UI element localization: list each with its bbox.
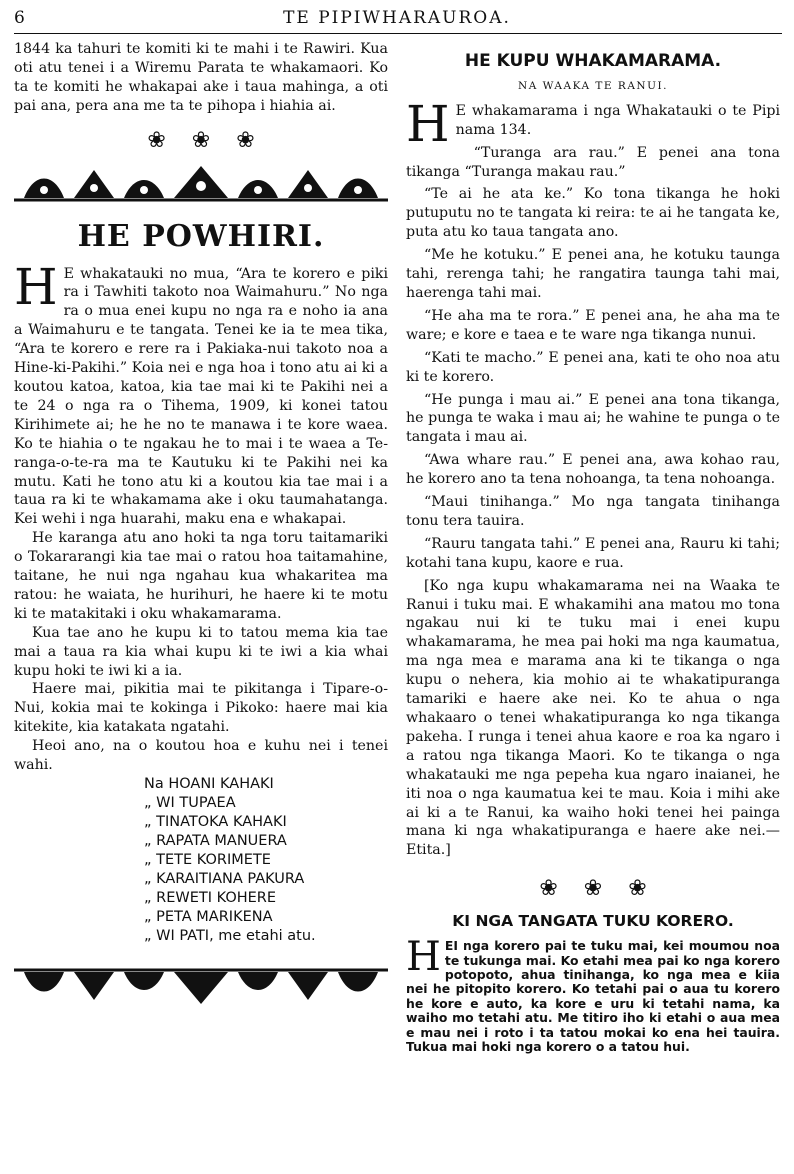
article-paragraph: E whakamarama i nga Whakatauki o te Pipi nama 134.: [455, 102, 780, 138]
right-column: [406, 40, 780, 1054]
flower-icon: ❀: [236, 127, 255, 153]
drop-cap: H: [406, 934, 441, 981]
editor-note: [Ko nga kupu whakamarama nei na Waaka te Ranui i tuku mai. E whakamihi ana matou mo tona ngakau nui ki te tuku mai i enei kupu whakamarama, he mea pai hoki ma nga kaumatua, ma nga mea e marama ana ki te tikanga o nga kupu o nehera, kia mohio ai te whakatipuranga tamariki e haere ake nei. Ko te ahua o nga whakaaro o tenei whakatipuranga ko nga tikanga pakeha. I runga i tenei ahua kaore e roa ka ngaro i a ratou nga tikanga Maori. Ko te tikanga o nga whakatauki me nga pepeha kua ngaro inaianei, he iti noa o nga kaumatua kei te mau. Koia i mihi ake ai ki a te Ranui, ka waiho hoki tenei hei painga mana ki nga whakatipuranga e haere ake nei.—Etita.]: [406, 577, 780, 859]
article-paragraph: EI nga korero pai te tuku mai, kei moumou noa te tukunga mai. Ko etahi mea pai ko nga korero potopoto, ahua tinihanga, ko nga mea e kiia nei he pitopito korero. Ko tetahi pai o aua tu korero he kore e auto, ka kore e uru ki tetahi nama, ka waiho mo tetahi atu. Me titiro iho ki etahi o aua mea e mau nei i roto i ta tatou mokai ko ena hei tauira. Tukua mai hoki nga korero o a tatou hui.: [406, 938, 780, 1054]
continuation-paragraph: 1844 ka tahuri te komiti ki te mahi i te Rawiri. Kua oti atu tenei i a Wiremu Parata te whakamaori. Ko ta te komiti he whakapai ake i taua mahinga, a oti pai ana, pera ana me ta te pihopa i hiahia ai.: [14, 41, 388, 114]
running-title: TE PIPIWHARAUROA.: [283, 8, 511, 28]
article-title: HE KUPU WHAKAMARAMA.: [464, 51, 722, 71]
article-byline: NA WAAKA TE RANUI.: [518, 79, 668, 92]
flower-icon: ❀: [539, 876, 558, 902]
proverb-entry: “Awa whare rau.” E penei ana, awa kohao rau, he korero ano ta tena nohoanga, ta tena nohoanga.: [406, 452, 780, 488]
article-paragraph: Haere mai, pikitia mai te pikitanga i Tipare-o-Nui, kokia mai te kokinga i Pikoko: haere mai kia kitekite, kia katakata ngatahi.: [14, 681, 388, 736]
header-rule: [14, 33, 782, 34]
signatory: „ KARAITIANA PAKURA: [144, 871, 305, 887]
signatory: „ WI PATI, me etahi atu.: [144, 928, 316, 944]
signatories: [144, 775, 388, 946]
drop-cap: H: [14, 257, 58, 316]
drop-cap: H: [406, 94, 450, 153]
signatory: „ RAPATA MANUERA: [144, 833, 287, 849]
proverb-entry: “Rauru tangata tahi.” E penei ana, Rauru ki tahi; kotahi tana kupu, kaore e rua.: [406, 535, 780, 571]
article-paragraph: Kua tae ano he kupu ki to tatou mema kia tae mai a taua ra kia whai kupu ki te iwi a kia whai kupu hoki te iwi ki a ia.: [14, 624, 388, 679]
page-header: [14, 6, 780, 32]
floral-ornament: [14, 127, 388, 153]
decorative-border-icon: [14, 964, 388, 1008]
signatory: „ REWETI KOHERE: [144, 890, 277, 906]
article-paragraph: E whakatauki no mua, “Ara te korero e piki ra i Tawhiti takoto noa Waimahuru.” No nga ra o mua enei kupu no nga ra e noho ia ana a Waimahuru e te tangata. Tenei ke ia te mea tika, “Ara te korero e rere ra i Pakiaka-nui takoto noa a Hine-ki-Pakihi.” Koia nei e nga hoa i tono atu ai ki a koutou katoa, katoa, kia tae mai ki te Pakihi nei a te 24 o nga ra o Tihema, 1909, ki konei tatou Kirihimete ai; he he no te manawa i te kore waea. Ko te hiahia o te ngakau he to mai i te waea a Te-ranga-o-te-ra ma te Kautuku ki te Pakihi nei ka mutu. Kati he tono atu ki a koutou kia tae mai i a taua ra ki te whakamama ake i oku taumahatanga. Kei wehi i nga huarahi, maku ena e whakapai.: [14, 265, 388, 528]
article-title: HE POWHIRI.: [77, 218, 325, 254]
flower-icon: ❀: [147, 127, 166, 153]
proverb-entry: “Maui tinihanga.” Mo nga tangata tinihanga tonu tera tauira.: [406, 494, 780, 529]
signatory: „ WI TUPAEA: [144, 795, 236, 811]
decorative-border-icon: [14, 162, 388, 206]
signatory: Na HOANI KAHAKI: [144, 776, 274, 792]
proverb-entry: “He aha ma te rora.” E penei ana, he aha ma te ware; e kore e taea e te ware nga tikanga nunui.: [406, 307, 780, 343]
article-paragraph: Heoi ano, na o koutou hoa e kuhu nei i tenei wahi.: [14, 738, 388, 774]
proverb-entry: “Turanga ara rau.” E penei ana tona tikanga “Turanga makau rau.”: [406, 144, 780, 180]
proverb-entry: “Te ai he ata ke.” Ko tona tikanga he hoki putuputu no te tangata ki reira: te ai he tangata ke, puta atu ko taua tangata ano.: [406, 186, 780, 241]
proverb-entry: “Me he kotuku.” E penei ana, he kotuku taunga tahi, rerenga tahi; he rangatira taunga tahi mai, haerenga tahi mai.: [406, 247, 780, 301]
flower-icon: ❀: [583, 876, 603, 902]
flower-icon: ❀: [628, 876, 647, 902]
article-title: KI NGA TANGATA TUKU KORERO.: [452, 912, 734, 931]
left-column: [14, 40, 388, 1008]
page-number: 6: [14, 8, 25, 28]
proverb-entry: “Kati te macho.” E penei ana, kati te oho noa atu ki te korero.: [406, 349, 780, 385]
flower-icon: ❀: [191, 127, 211, 153]
signatory: „ TETE KORIMETE: [144, 852, 271, 868]
proverb-entry: “He punga i mau ai.” E penei ana tona tikanga, he punga te waka i mau ai; he wahine te punga o te tangata i mau ai.: [406, 391, 780, 446]
floral-ornament: [406, 878, 780, 900]
signatory: „ PETA MARIKENA: [144, 909, 273, 925]
signatory: „ TINATOKA KAHAKI: [144, 814, 287, 830]
article-paragraph: He karanga atu ano hoki ta nga toru taitamariki o Tokararangi kia tae mai o ratou hoa taitamahine, taitane, he nui nga ngahau kua whakaritea ma ratou: he waiata, he hurihuri, he haere ki te motu ki te matakitaki i oku whakamarama.: [14, 530, 388, 622]
